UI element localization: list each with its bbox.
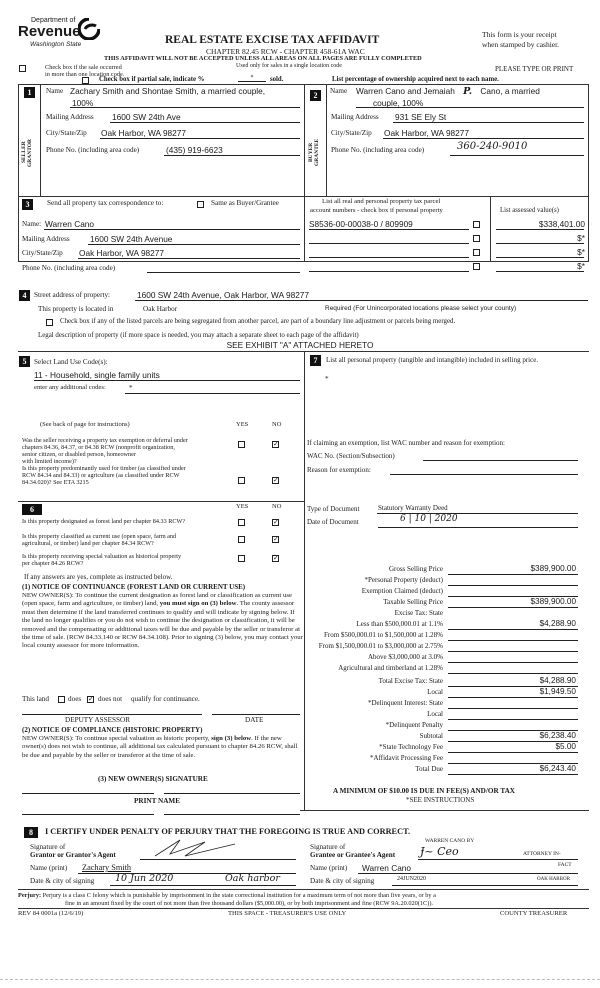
- grantee-agent-label: Grantee or Grantee's Agent: [310, 851, 396, 859]
- underline: [448, 629, 578, 630]
- q-forest: Is this property designated as forest land per chapter 84.33 RCW?: [22, 518, 186, 525]
- underline: [383, 138, 584, 139]
- underline: [393, 122, 584, 123]
- assessed-value[interactable]: $*: [577, 233, 585, 243]
- please-type: PLEASE TYPE OR PRINT: [495, 65, 574, 73]
- land-use-code[interactable]: 11 - Household, single family units: [34, 370, 160, 380]
- underline: [496, 243, 584, 244]
- tax-row-label: *Delinquent Penalty: [385, 721, 443, 729]
- underline: [147, 272, 300, 273]
- tax-row-label: *Delinquent Interest: State: [367, 699, 443, 707]
- segregated-checkbox[interactable]: [46, 319, 53, 326]
- q-current-use: [22, 533, 237, 547]
- receipt-note-2: when stamped by cashier.: [482, 40, 560, 49]
- tax-row-value[interactable]: $4,288.90: [539, 619, 576, 628]
- tax-row-label: Above $3,000,000 at 3.0%: [367, 653, 443, 661]
- underline: [496, 257, 584, 258]
- q-line: Was the seller receiving a property tax exemption or deferral under: [22, 437, 188, 444]
- grantor-name[interactable]: Zachary Smith: [82, 863, 132, 872]
- underline: [309, 229, 469, 230]
- does-not-label: does not: [98, 695, 123, 703]
- grantee-city[interactable]: OAK HARBOR: [537, 877, 570, 882]
- grantor-date[interactable]: 10 Jun 2020: [115, 873, 174, 884]
- legal-label: Legal description of property (if more space is needed, you may attach a separate sheet to each page of the affidavit): [38, 332, 359, 339]
- wac-label: WAC No. (Section/Subsection): [307, 452, 395, 460]
- doc-type[interactable]: Statutory Warranty Deed: [378, 504, 448, 512]
- located-select[interactable]: Oak Harbor: [143, 305, 178, 313]
- new-owner-signature-line[interactable]: [22, 793, 154, 794]
- personal-property-label: List all personal property (tangible and intangible) included in selling price.: [326, 356, 539, 364]
- tax-row-label: Local: [427, 710, 443, 718]
- notice-text: . If the new owner(s) does not wish to continue, all additional tax calculated pursuant to chapter 84.26 RCW, shall be due and payable by the seller or transferor at the time of sale.: [22, 735, 298, 759]
- tax-row-label: Total Excise Tax: State: [378, 677, 443, 685]
- county-treasurer: COUNTY TREASURER: [500, 910, 568, 917]
- multi-location-label-2: in more than one location code.: [45, 71, 125, 78]
- section-number: 3: [22, 199, 33, 210]
- buyer-name-label: Name: [330, 87, 348, 95]
- personal-property-checkbox[interactable]: [473, 221, 480, 228]
- grantor-agent-label: Grantor or Grantor's Agent: [30, 851, 116, 859]
- located-label: This property is located in: [38, 305, 114, 313]
- multi-location-checkbox[interactable]: [19, 65, 26, 72]
- wac-input[interactable]: [423, 460, 578, 461]
- seller-name-2[interactable]: 100%: [72, 98, 94, 108]
- divider: [18, 889, 589, 890]
- tax-row-label: From $1,500,000.01 to $3,000,000 at 2.75%: [318, 642, 443, 650]
- perjury-label: Perjury:: [18, 892, 42, 899]
- dor-logo: [18, 17, 98, 53]
- underline: [448, 708, 578, 709]
- grantee-signature[interactable]: Ɉ~ Ceo: [420, 845, 459, 858]
- assessed-value[interactable]: $338,401.00: [538, 219, 585, 229]
- underline: [448, 673, 578, 674]
- divider: [18, 501, 304, 502]
- buyer-mail[interactable]: 931 SE Ely St: [395, 112, 447, 122]
- logo-revenue: Revenue: [18, 23, 81, 40]
- q-line: RCW 84.34 and 84.33) or agriculture (as classified under RCW: [22, 472, 180, 479]
- certify-statement: I CERTIFY UNDER PENALTY OF PERJURY THAT THE FOREGOING IS TRUE AND CORRECT.: [45, 827, 411, 836]
- q-exemption: [22, 437, 237, 465]
- notice-text: . The county assessor must then determine if the land transferred continues to qualify and will indicate by signing below. If the land no longer qualifies or you do not wish to continue the designation or classification, it will be removed and the compensating or additional taxes will be due and payable by the seller or transferor at the time of sale. (RCW 84.33.140 or RCW 84.34.108). Prior to signing (3) below, you may contact your local county assessor for more information.: [22, 600, 303, 650]
- send-correspondence-label: Send all property tax correspondence to:: [47, 199, 164, 207]
- underline: [496, 229, 584, 230]
- tax-row-label: Gross Selling Price: [388, 565, 443, 573]
- underline: [78, 258, 300, 259]
- assessed-value[interactable]: $*: [577, 247, 585, 257]
- date-label: DATE: [245, 716, 264, 724]
- underline: [448, 640, 578, 641]
- q-line: chapters 84.36, 84.37, or 84.38 RCW (nonprofit organization,: [22, 444, 175, 451]
- tax-row-label: Agricultural and timberland at 1.28%: [338, 664, 443, 672]
- treasurer-space: THIS SPACE - TREASURER'S USE ONLY: [228, 910, 347, 917]
- historic-no-checkbox[interactable]: ✓: [273, 554, 279, 562]
- personal-property-checkbox[interactable]: [473, 249, 480, 256]
- seller-name[interactable]: Zachary Smith and Shontae Smith, a married couple,: [70, 86, 266, 96]
- perjury-text: Perjury is a class C felony which is punishable by imprisonment in the state correctional institution for a maximum term of not more than five years, or by a: [42, 892, 436, 899]
- does-not-checkbox[interactable]: ✓: [88, 695, 94, 703]
- personal-property-value[interactable]: *: [325, 375, 329, 383]
- buyer-phone-label: Phone No. (including area code): [331, 146, 425, 154]
- tax-row-value[interactable]: $1,949.50: [539, 687, 576, 696]
- section-number: 1: [24, 87, 35, 98]
- divider: [490, 197, 491, 262]
- q-line: 84.34.020)? See ETA 3215: [22, 479, 89, 486]
- underline: [448, 752, 578, 753]
- notice-bold: below: [234, 735, 252, 742]
- tax-row-value[interactable]: $4,288.90: [539, 676, 576, 685]
- multi-location-label: Check box if the sale occurred: [45, 64, 122, 71]
- see-back-note: (See back of page for instructions): [40, 421, 130, 428]
- assessed-header: List assessed value(s): [500, 207, 559, 214]
- underline: [392, 885, 578, 886]
- assessed-value[interactable]: $*: [577, 261, 585, 271]
- notice-compliance-title: (2) NOTICE OF COMPLIANCE (HISTORIC PROPERTY): [22, 726, 203, 734]
- q-historic: [22, 553, 237, 567]
- divider: [18, 908, 589, 909]
- underline: [110, 122, 300, 123]
- underline: [448, 662, 578, 663]
- new-owner-signature-label: (3) NEW OWNER(S) SIGNATURE: [98, 775, 208, 783]
- form-warning: THIS AFFIDAVIT WILL NOT BE ACCEPTED UNLESS ALL AREAS ON ALL PAGES ARE FULLY COMPLETED: [104, 55, 422, 62]
- property-street[interactable]: 1600 SW 24th Avenue, Oak Harbor, WA 98277: [137, 290, 310, 300]
- sold-label: sold.: [270, 76, 284, 83]
- tax-row-label: Less than $500,000.01 at 1.1%: [356, 620, 443, 628]
- underline: [418, 859, 578, 860]
- partial-sale-percent[interactable]: *: [238, 75, 266, 82]
- used-only: Used only for sales in a single location code: [236, 63, 342, 69]
- doc-type-label: Type of Document: [307, 505, 360, 513]
- underline: [448, 574, 578, 575]
- timber-no-checkbox[interactable]: ✓: [273, 476, 279, 484]
- no-header: NO: [272, 421, 282, 428]
- no-header: NO: [272, 503, 282, 510]
- underline: [496, 271, 584, 272]
- underline: [448, 774, 578, 775]
- underline: [44, 229, 300, 230]
- underline: [356, 107, 584, 108]
- tax-row-label: Taxable Selling Price: [383, 598, 443, 606]
- seller-phone[interactable]: (435) 919-6623: [166, 145, 223, 155]
- does-checkbox[interactable]: [58, 696, 65, 703]
- tax-row-label: *Personal Property (deduct): [364, 576, 443, 584]
- q-line: agricultural, or timber) land per chapter 84.34 RCW?: [22, 540, 154, 547]
- grantor-signature[interactable]: [150, 836, 240, 860]
- section-number: 4: [19, 290, 30, 301]
- grantor-city[interactable]: Oak harbor: [225, 873, 280, 884]
- underline: [358, 873, 578, 874]
- form-revision: REV 84 0001a (12/6/19): [18, 910, 84, 917]
- perjury-notice: [18, 892, 436, 899]
- timber-yes-checkbox[interactable]: [238, 477, 245, 484]
- legal-description[interactable]: SEE EXHIBIT "A" ATTACHED HERETO: [226, 340, 374, 350]
- additional-codes-label: enter any additional codes:: [34, 384, 106, 391]
- seller-city-label: City/State/Zip: [46, 129, 87, 137]
- q-line: Is this property classified as current use (open space, farm and: [22, 533, 177, 540]
- doc-date-label: Date of Document: [307, 518, 359, 526]
- divider: [300, 810, 589, 811]
- partial-sale-label: Check box if partial sale, indicate %: [99, 76, 205, 83]
- section-number: 7: [310, 355, 321, 366]
- grantee-sig-note-3: FACT: [558, 862, 572, 868]
- name-print-label: Name (print): [310, 864, 348, 872]
- underline: [448, 719, 578, 720]
- underline: [70, 107, 300, 108]
- underline: [448, 697, 578, 698]
- reason-input[interactable]: [390, 474, 578, 475]
- tax-row-value[interactable]: $6,243.40: [539, 764, 576, 773]
- notice-bold: you must sign on (3) below: [159, 600, 237, 608]
- buyer-grantee-label: BUYER GRANTEE: [308, 138, 320, 167]
- print-name-line-2[interactable]: [164, 814, 300, 815]
- notice-text: NEW OWNER(S): To continue special valuation as historic property,: [22, 735, 210, 742]
- section-number: 6: [22, 504, 42, 515]
- see-instructions: *SEE INSTRUCTIONS: [406, 796, 475, 804]
- doc-date[interactable]: 6 | 10 | 2020: [400, 514, 458, 524]
- required-note: Required (For Unincorporated locations please select your county): [325, 305, 517, 312]
- underline: [448, 585, 578, 586]
- parcel-header: List all real and personal property tax parcel: [322, 198, 441, 205]
- parcel-header-2: account numbers - check box if personal property: [310, 207, 443, 214]
- same-as-buyer-label: Same as Buyer/Grantee: [211, 199, 279, 207]
- q-line: senior citizen, or disabled person, homeowner: [22, 451, 136, 458]
- sig-of-label: Signature of: [310, 843, 346, 851]
- notice-continuance-title: (1) NOTICE OF CONTINUANCE (FOREST LAND OR CURRENT USE): [22, 583, 246, 591]
- form-title: REAL ESTATE EXCISE TAX AFFIDAVIT: [165, 34, 380, 46]
- logo-swoosh-icon: [78, 18, 100, 40]
- q-line: Is this property predominantly used for timber (as classified under: [22, 465, 186, 472]
- exemption-yes-checkbox[interactable]: [238, 441, 245, 448]
- notice-bold: sign (3): [211, 735, 233, 742]
- notice-text: NEW OWNER(S): To continue the current designation as forest land or classification as current use (open space, farm and agriculture, or timber) land,: [22, 592, 292, 608]
- if-yes-note: If any answers are yes, complete as instructed below.: [24, 573, 173, 581]
- tax-row-label: Excise Tax: State: [394, 609, 443, 617]
- tax-row-label: Exemption Claimed (deduct): [361, 587, 443, 595]
- forest-no-checkbox[interactable]: ✓: [273, 518, 279, 526]
- logo-dept: Department of: [31, 17, 76, 24]
- date-city-label: Date & city of signing: [30, 877, 95, 885]
- section-number: 5: [19, 356, 30, 367]
- seller-mail-label: Mailing Address: [46, 113, 94, 121]
- underline: [309, 271, 469, 272]
- qualify-label: qualify for continuance.: [131, 695, 200, 703]
- logo-state: Washington State: [30, 41, 82, 48]
- print-name-line[interactable]: [22, 814, 154, 815]
- minimum-due-note: A MINIMUM OF $10.00 IS DUE IN FEE(S) AND/OR TAX: [333, 787, 515, 795]
- corr-city-label: City/State/Zip: [22, 249, 63, 257]
- buyer-name-text: Warren Cano and Jemaiah: [356, 86, 455, 96]
- tax-row-label: Total Due: [415, 765, 443, 773]
- buyer-mail-label: Mailing Address: [331, 113, 379, 121]
- seller-name-label: Name: [46, 87, 64, 95]
- underline: [125, 393, 300, 394]
- q-line: per chapter 84.26 RCW?: [22, 560, 84, 567]
- tax-row-value[interactable]: $389,900.00: [530, 597, 576, 606]
- underline: [164, 155, 300, 156]
- forest-yes-checkbox[interactable]: [238, 519, 245, 526]
- tax-row-label: Subtotal: [419, 732, 443, 740]
- historic-yes-checkbox[interactable]: [238, 555, 245, 562]
- buyer-name-2[interactable]: couple, 100%: [373, 98, 424, 108]
- name-print-label: Name (print): [30, 864, 68, 872]
- partial-sale-checkbox[interactable]: [82, 77, 89, 84]
- page-edge: [0, 979, 600, 980]
- seller-city[interactable]: Oak Harbor, WA 98277: [101, 128, 187, 138]
- q-timber: [22, 465, 237, 486]
- grantee-name[interactable]: Warren Cano: [362, 863, 412, 873]
- reason-label: Reason for exemption:: [307, 466, 371, 474]
- corr-mail[interactable]: 1600 SW 24th Avenue: [90, 234, 173, 244]
- grantee-sig-note-2: ATTORNEY IN-: [523, 851, 561, 857]
- tax-row-value[interactable]: $6,238.40: [539, 731, 576, 740]
- underline: [110, 885, 296, 886]
- exemption-no-checkbox[interactable]: ✓: [273, 440, 279, 448]
- tax-row-label: From $500,000.01 to $1,500,000 at 1.28%: [324, 631, 443, 639]
- underline: [448, 651, 578, 652]
- corr-phone-label: Phone No. (including area code): [22, 264, 116, 272]
- corr-name[interactable]: Warren Cano: [45, 219, 95, 229]
- corr-mail-label: Mailing Address: [22, 235, 70, 243]
- buyer-name-text-2: Cano, a married: [480, 86, 540, 96]
- tax-row-value[interactable]: $5.00: [555, 742, 576, 751]
- tax-row-label: Local: [427, 688, 443, 696]
- underline: [135, 300, 588, 301]
- buyer-city-label: City/State/Zip: [331, 129, 372, 137]
- corr-name-label: Name:: [22, 220, 42, 228]
- additional-codes[interactable]: *: [129, 384, 133, 392]
- underline: [34, 380, 300, 381]
- tax-row-label: *Affidavit Processing Fee: [370, 754, 443, 762]
- underline: [448, 607, 578, 608]
- date-city-label: Date & city of signing: [310, 877, 375, 885]
- does-label: does: [68, 695, 82, 703]
- street-label: Street address of property:: [34, 291, 111, 299]
- grantee-sig-note: WARREN CANO BY: [425, 838, 475, 844]
- buyer-city[interactable]: Oak Harbor, WA 98277: [384, 128, 470, 138]
- underline: [140, 859, 296, 860]
- underline: [378, 527, 578, 528]
- print-name-label: PRINT NAME: [134, 797, 180, 805]
- exemption-label: If claiming an exemption, list WAC number and reason for exemption:: [307, 439, 505, 447]
- q-line: Is this property receiving special valuation as historical property: [22, 553, 182, 560]
- yes-header: YES: [236, 421, 249, 428]
- section-number: 2: [310, 90, 321, 101]
- tax-row-value[interactable]: $389,900.00: [530, 564, 576, 573]
- current-use-yes-checkbox[interactable]: [238, 536, 245, 543]
- current-use-no-checkbox[interactable]: ✓: [273, 535, 279, 543]
- underline: [309, 243, 469, 244]
- deputy-assessor-label: DEPUTY ASSESSOR: [65, 716, 131, 724]
- form-subtitle: CHAPTER 82.45 RCW - CHAPTER 458-61A WAC: [206, 47, 365, 56]
- ownership-note: List percentage of ownership acquired next to each name.: [332, 76, 499, 83]
- land-use-label: Select Land Use Code(s):: [34, 358, 108, 366]
- section-number: 8: [24, 827, 38, 838]
- grantee-date[interactable]: 24JUN2020: [397, 876, 427, 882]
- sig-of-label: Signature of: [30, 843, 66, 851]
- personal-property-checkbox[interactable]: [473, 235, 480, 242]
- seller-phone-label: Phone No. (including area code): [46, 146, 140, 154]
- underline: [450, 155, 584, 156]
- underline: [88, 244, 300, 245]
- same-as-buyer-checkbox[interactable]: [197, 201, 204, 208]
- parcel-account[interactable]: S8536-00-00038-0 / 809909: [309, 219, 413, 229]
- buyer-phone[interactable]: 360-240-9010: [457, 141, 528, 152]
- buyer-name[interactable]: [356, 86, 540, 97]
- yes-header: YES: [236, 503, 249, 510]
- buyer-initial: P.: [463, 86, 473, 97]
- seller-mail[interactable]: 1600 SW 24th Ave: [112, 112, 181, 122]
- underline: [100, 138, 300, 139]
- tax-row-label: *State Technology Fee: [379, 743, 443, 751]
- q-line: with limited income)?: [22, 458, 77, 465]
- perjury-text-2: fine in an amount fixed by the court of not more than five thousand dollars ($5,000.00), or by both imprisonment and fine (RCW 9A.20.020(1C)).: [65, 900, 434, 907]
- deputy-signature-line[interactable]: [22, 714, 202, 715]
- seller-grantor-label: SELLER GRANTOR: [21, 138, 33, 167]
- this-land-label: This land: [22, 695, 49, 703]
- new-owner-signature-line-2[interactable]: [164, 793, 300, 794]
- segregated-label: Check box if any of the listed parcels are being segregated from another parcel, are part of a boundary line adjustment or parcels being merged.: [60, 318, 456, 325]
- corr-city[interactable]: Oak Harbor, WA 98277: [79, 248, 165, 258]
- receipt-note: This form is your receipt: [482, 30, 557, 39]
- personal-property-checkbox[interactable]: [473, 263, 480, 270]
- underline: [309, 257, 469, 258]
